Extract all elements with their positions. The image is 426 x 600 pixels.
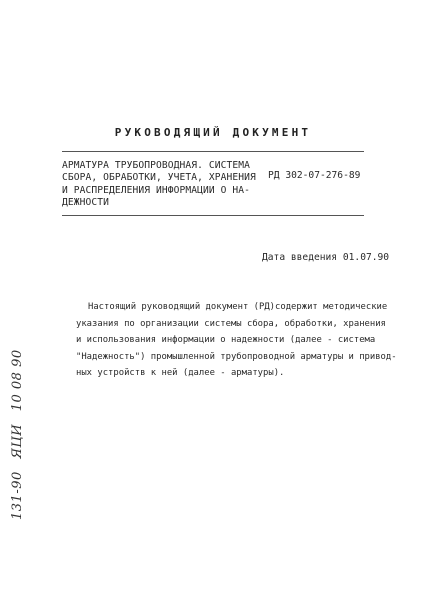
document-heading: РУКОВОДЯЩИЙ ДОКУМЕНТ [114, 126, 312, 139]
stamp-date: 10 08 90 [10, 349, 25, 412]
subject-line: АРМАТУРА ТРУБОПРОВОДНАЯ. СИСТЕМА [62, 160, 251, 171]
effective-date: Дата введения 01.07.90 [262, 252, 390, 263]
subject-line: СБОРА, ОБРАБОТКИ, УЧЕТА, ХРАНЕНИЯ [62, 172, 256, 184]
document-code: РД 302-07-276-89 [268, 170, 361, 181]
body-line: и использования информации о надежности (далее - система [76, 335, 376, 346]
document-subject [62, 160, 262, 210]
top-divider [62, 151, 364, 152]
margin-stamp [10, 341, 25, 520]
stamp-number: 131-90 [10, 471, 25, 520]
stamp-mark: ЯЦИ [10, 423, 25, 459]
subject-line: ДЕЖНОСТИ [62, 197, 110, 209]
subject-line: И РАСПРЕДЕЛЕНИЯ ИНФОРМАЦИИ О НА- [62, 184, 251, 196]
body-line: ных устройств к ней (далее - арматуры). [76, 368, 285, 379]
bottom-divider [62, 215, 364, 216]
body-line: указания по организации системы сбора, обработки, хранения [76, 318, 386, 329]
document-body [76, 299, 406, 382]
body-line: Настоящий руководящий документ (РД)содержит методические [88, 302, 388, 312]
body-line: "Надежность") промышленной трубопроводной арматуры и привод- [76, 351, 397, 362]
